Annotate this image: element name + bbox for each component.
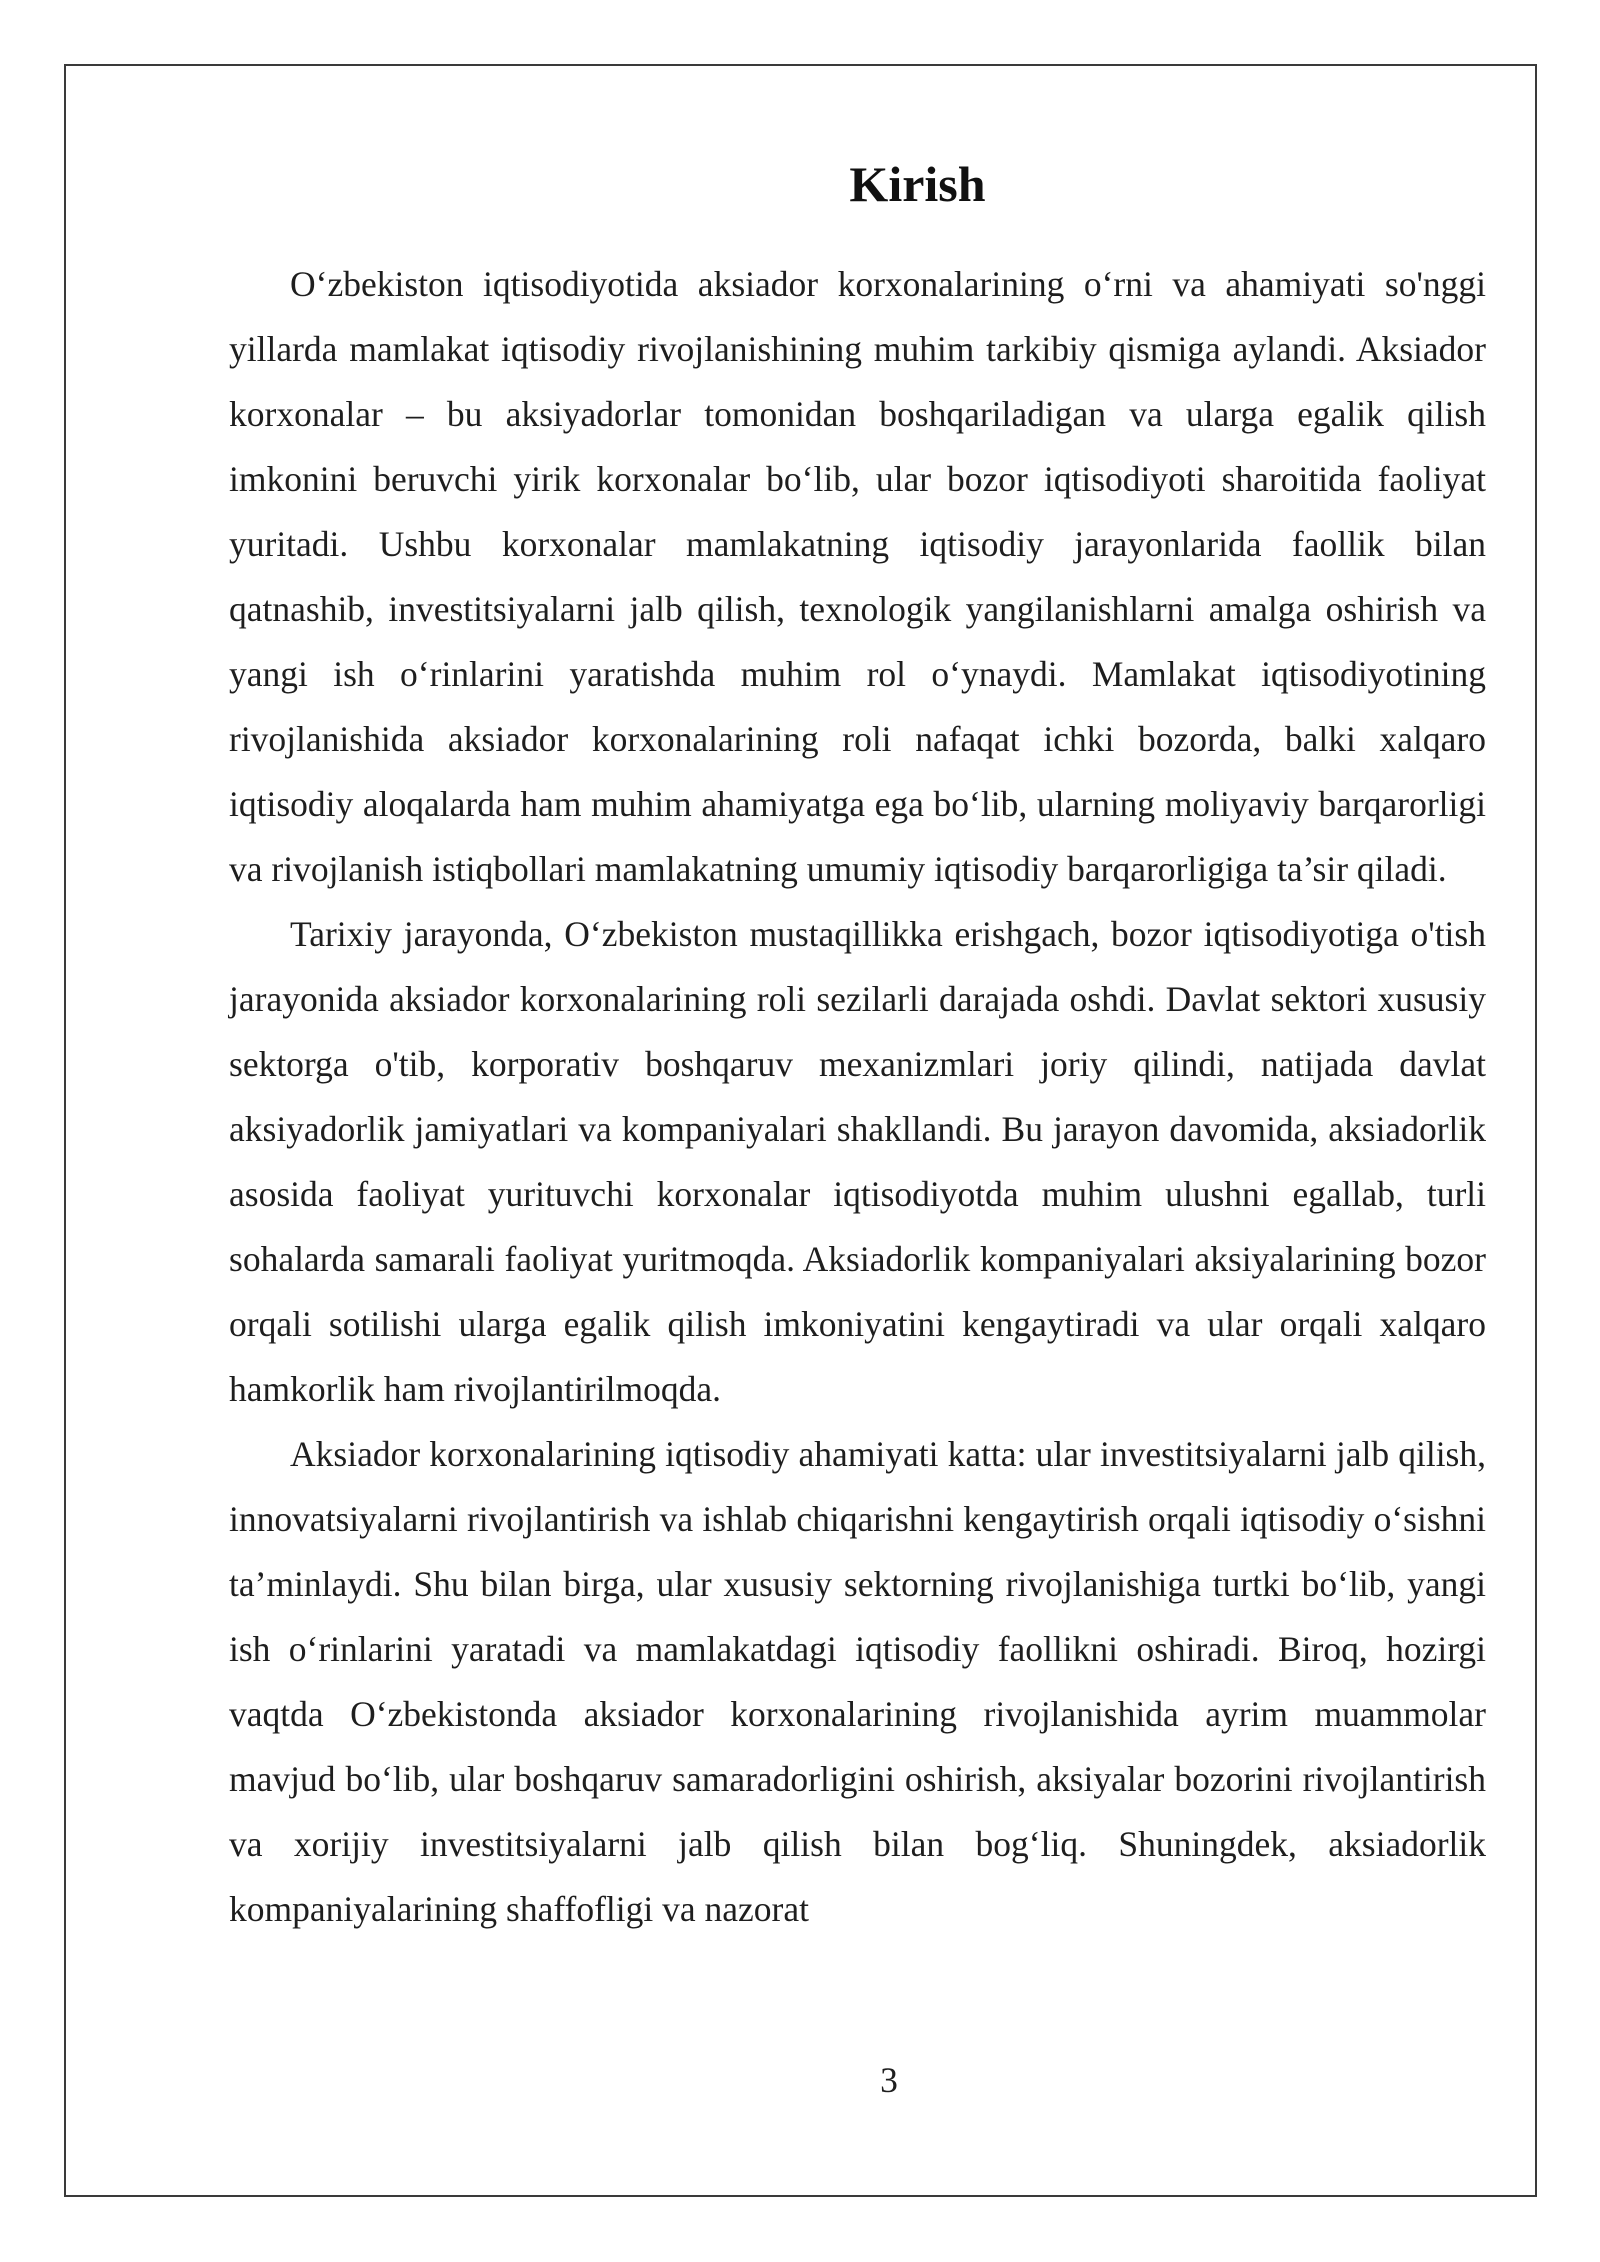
paragraph-1: O‘zbekiston iqtisodiyotida aksiador korxonalarining o‘rni va ahamiyati so'nggi yillarda mamlakat iqtisodiy rivojlanishining muhim tarkibiy qismiga aylandi. Aksiador korxonalar – bu aksiyadorlar tomonidan boshqariladigan va ularga egalik qilish imkonini beruvchi yirik korxonalar bo‘lib, ular bozor iqtisodiyoti sharoitida faoliyat yuritadi. Ushbu korxonalar mamlakatning iqtisodiy jarayonlarida faollik bilan qatnashib, investitsiyalarni jalb qilish, texnologik yangilanishlarni amalga oshirish va yangi ish o‘rinlarini yaratishda muhim rol o‘ynaydi. Mamlakat iqtisodiyotining rivojlanishida aksiador korxonalarining roli nafaqat ichki bozorda, balki xalqaro iqtisodiy aloqalarda ham muhim ahamiyatga ega bo‘lib, ularning moliyaviy barqarorligi va rivojlanish istiqbollari mamlakatning umumiy iqtisodiy barqarorligiga ta’sir qiladi. — [229, 264, 1486, 889]
page-title: Kirish — [849, 156, 986, 212]
page-number: 3 — [880, 2060, 898, 2100]
document-body — [229, 148, 1486, 1942]
paragraph-3: Aksiador korxonalarining iqtisodiy ahamiyati katta: ular investitsiyalarni jalb qilish, innovatsiyalarni rivojlantirish va ishlab chiqarishni kengaytirish orqali iqtisodiy o‘sishni ta’minlaydi. Shu bilan birga, ular xususiy sektorning rivojlanishiga turtki bo‘lib, yangi ish o‘rinlarini yaratadi va mamlakatdagi iqtisodiy faollikni oshiradi. Biroq, hozirgi vaqtda O‘zbekistonda aksiador korxonalarining rivojlanishida ayrim muammolar mavjud bo‘lib, ular boshqaruv samaradorligini oshirish, aksiyalar bozorini rivojlantirish va xorijiy investitsiyalarni jalb qilish bilan bog‘liq. Shuningdek, aksiadorlik kompaniyalarining shaffofligi va nazorat — [229, 1434, 1486, 1929]
paragraph-2: Tarixiy jarayonda, O‘zbekiston mustaqillikka erishgach, bozor iqtisodiyotiga o'tish jarayonida aksiador korxonalarining roli sezilarli darajada oshdi. Davlat sektori xususiy sektorga o'tib, korporativ boshqaruv mexanizmlari joriy qilindi, natijada davlat aksiyadorlik jamiyatlari va kompaniyalari shakllandi. Bu jarayon davomida, aksiadorlik asosida faoliyat yurituvchi korxonalar iqtisodiyotda muhim ulushni egallab, turli sohalarda samarali faoliyat yuritmoqda. Aksiadorlik kompaniyalari aksiyalarining bozor orqali sotilishi ularga egalik qilish imkoniyatini kengaytiradi va ular orqali xalqaro hamkorlik ham rivojlantirilmoqda. — [229, 914, 1486, 1409]
